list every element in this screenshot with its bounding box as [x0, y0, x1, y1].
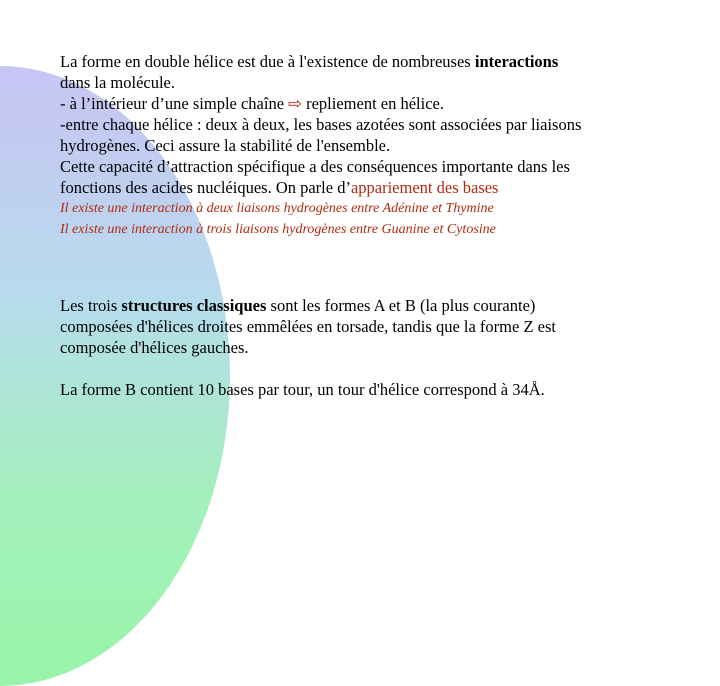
- text-line: composée d'hélices gauches.: [60, 338, 249, 357]
- text-line: hydrogènes. Ceci assure la stabilité de l'ensemble.: [60, 136, 391, 155]
- text-line: dans la molécule.: [60, 73, 176, 92]
- note-adenine-thymine: Il existe une interaction à deux liaisons hydrogènes entre Adénine et Thymine: [60, 201, 494, 216]
- text-line: La forme B contient 10 bases par tour, un tour d'hélice correspond à 34Å.: [60, 380, 545, 399]
- paragraph-form-b: [60, 379, 700, 400]
- text-line: - à l’intérieur d’une simple chaîne ⇨ repliement en hélice.: [60, 94, 444, 113]
- slide-content: [60, 51, 700, 400]
- note-guanine-cytosine: Il existe une interaction à trois liaisons hydrogènes entre Guanine et Cytosine: [60, 222, 496, 237]
- arrow-icon: ⇨: [288, 94, 302, 113]
- text-line: composées d'hélices droites emmêlées en torsade, tandis que la forme Z est: [60, 317, 556, 336]
- paragraph-structures: [60, 295, 700, 358]
- keyword-appariement: appariement des bases: [350, 178, 499, 197]
- text-line: La forme en double hélice est due à l'existence de nombreuses interactions: [60, 52, 559, 71]
- text-line: -entre chaque hélice : deux à deux, les bases azotées sont associées par liaisons: [60, 115, 582, 134]
- text-line: Cette capacité d’attraction spécifique a des conséquences importante dans les: [60, 157, 570, 176]
- text-line: fonctions des acides nucléiques. On parle d’appariement des bases: [60, 178, 499, 197]
- paragraph-double-helix: [60, 51, 700, 240]
- keyword-structures: structures classiques: [121, 296, 267, 315]
- keyword-interactions: interactions: [474, 52, 559, 71]
- text-line: Les trois structures classiques sont les formes A et B (la plus courante): [60, 296, 536, 315]
